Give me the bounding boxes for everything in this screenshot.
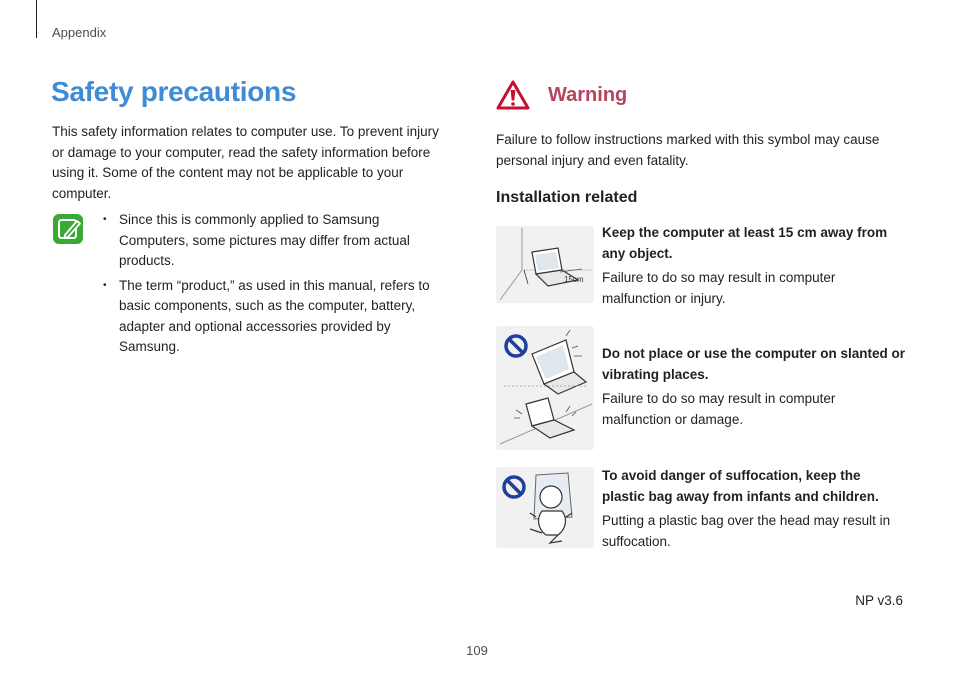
item-heading: Keep the computer at least 15 cm away from any object. [602,225,888,261]
item-body: Putting a plastic bag over the head may result in suffocation. [602,513,891,549]
page-title: Safety precautions [51,76,297,107]
page-number: 109 [466,643,488,658]
item-heading: To avoid danger of suffocation, keep the plastic bag away from infants and children. [602,468,879,504]
distance-label: 15cm [564,275,584,284]
list-item: • The term “product,” as used in this manual, refers to basic components, such as the computer, battery, adapter and optional accessories provided by Samsung. [100,276,452,358]
installation-item [602,344,907,430]
version-label: NP v3.6 [855,593,903,608]
intro-paragraph: This safety information relates to computer use. To prevent injury or damage to your computer, read the safety information before using it. Some of the content may not be applicable to your computer. [52,124,439,201]
item-heading: Do not place or use the computer on slanted or vibrating places. [602,346,906,382]
warning-description: Failure to follow instructions marked with this symbol may cause personal injury and even fatality. [496,132,880,168]
item-body: Failure to do so may result in computer malfunction or injury. [602,270,836,306]
list-item: • Since this is commonly applied to Samsung Computers, some pictures may differ from actual products. [100,210,452,272]
section-label: Appendix [52,25,107,40]
installation-heading: Installation related [496,189,638,206]
installation-item [602,223,907,309]
header-rule [36,0,37,38]
item-body: Failure to do so may result in computer malfunction or damage. [602,391,836,427]
installation-item [602,466,907,552]
infant-plastic-bag-prohibited-illustration [496,467,594,548]
note-pencil-icon [52,213,84,245]
warning-title: Warning [548,84,628,106]
laptop-distance-illustration [496,226,594,303]
slanted-laptop-prohibited-illustration [496,326,594,450]
warning-triangle-icon [496,80,530,110]
note-list [100,210,452,362]
